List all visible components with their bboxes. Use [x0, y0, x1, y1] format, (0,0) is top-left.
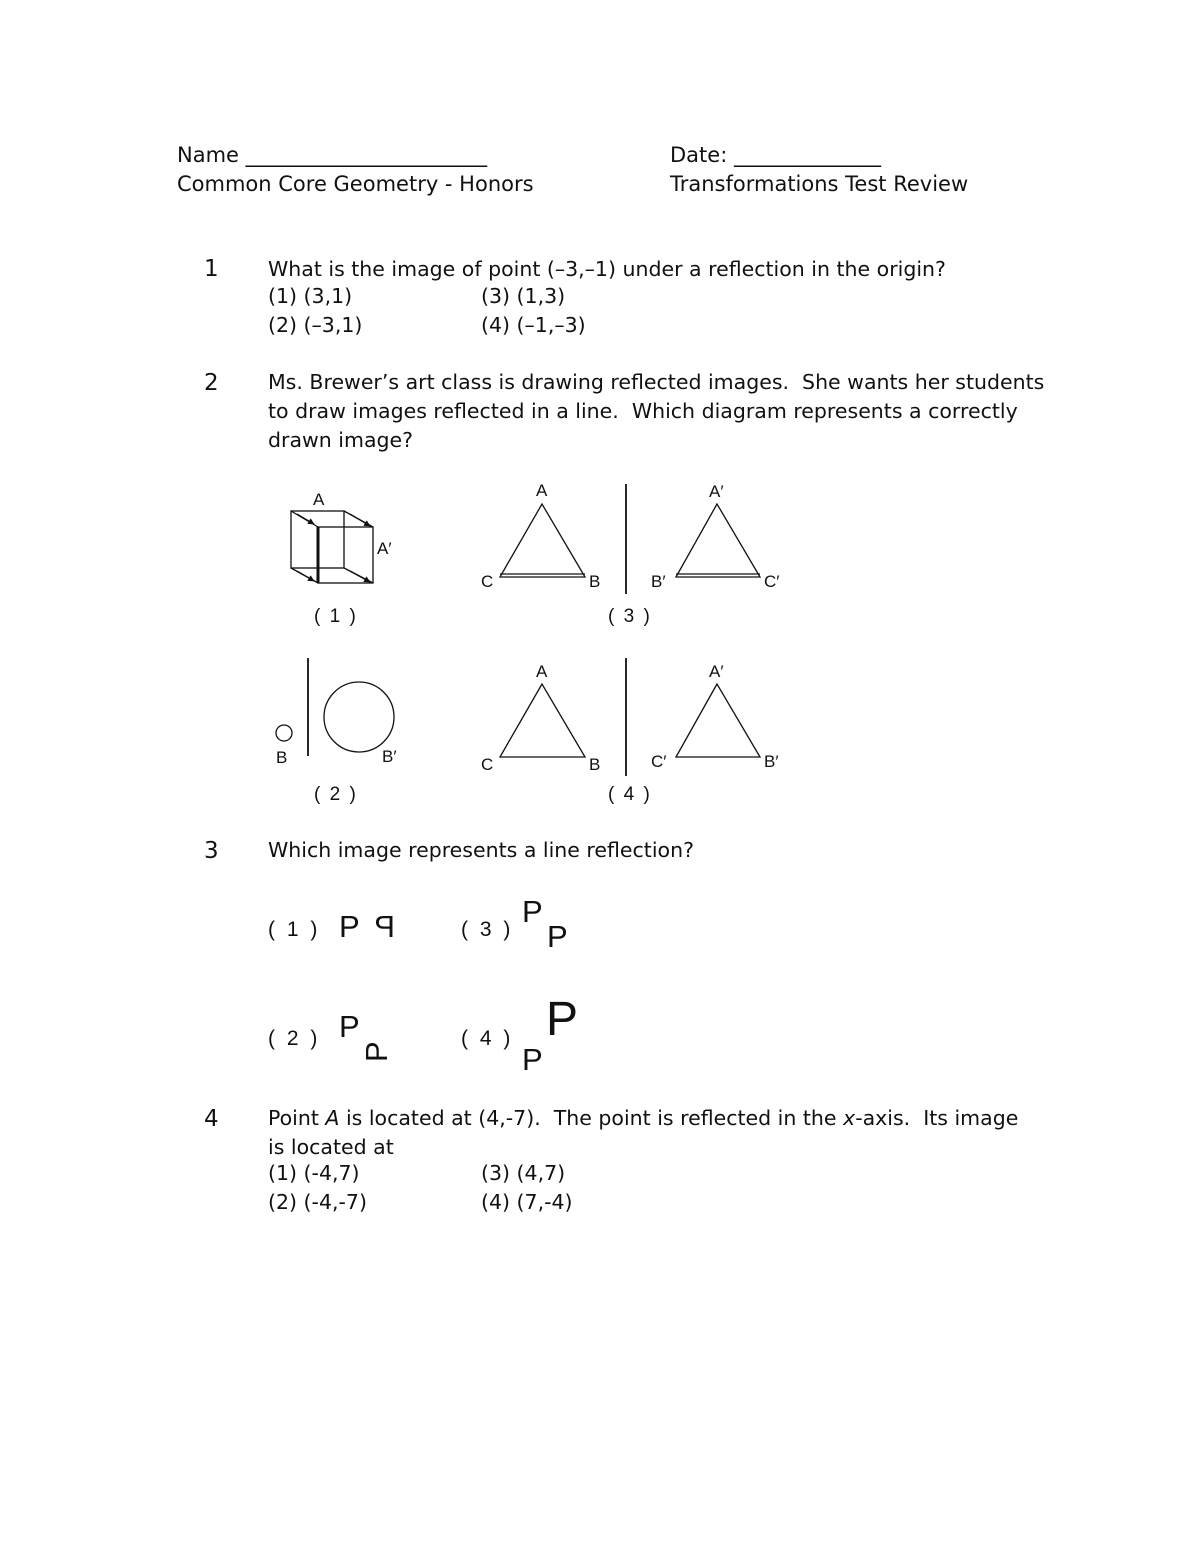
q3-4-letter-p-small: P: [522, 1042, 543, 1077]
q4-variable-a: A: [325, 1106, 340, 1130]
q1-choice-1: (1) (3,1): [268, 284, 353, 308]
diagram-4-label-b-prime: B′: [764, 752, 779, 771]
date-field-label: Date: ______________: [670, 143, 881, 167]
q4-variable-x: x: [843, 1106, 856, 1130]
q3-3-letter-p-top: P: [522, 894, 543, 929]
diagram-3-label-c: C: [481, 572, 494, 591]
q3-1-letter-p-mirrored: P: [374, 909, 395, 944]
q3-choice-4-label: ( 4 ): [461, 1027, 514, 1050]
diagram-1-label-a-prime: A′: [377, 539, 392, 558]
q3-4-letter-p-large: P: [546, 993, 579, 1046]
q3-choice-2-label: ( 2 ): [268, 1027, 321, 1050]
diagram-4-label-a: A: [536, 662, 548, 681]
question-2-diagrams: [0, 470, 840, 815]
q3-choice-1-label: ( 1 ): [268, 918, 321, 941]
diagram-1-caption: ( 1 ): [314, 606, 358, 627]
diagram-1-label-a: A: [313, 490, 325, 509]
q4-text-part-1: Point: [268, 1106, 326, 1130]
question-2-number: 2: [204, 370, 219, 396]
name-field-label: Name _______________________: [177, 143, 488, 167]
unit-title: Transformations Test Review: [670, 172, 969, 196]
q1-choice-3: (3) (1,3): [481, 284, 566, 308]
diagram-2-circles: [276, 658, 394, 756]
diagram-4-label-a-prime: A′: [709, 662, 724, 681]
diagram-3-label-a: A: [536, 481, 548, 500]
question-3-number: 3: [204, 838, 219, 864]
diagram-4-label-c-prime: C′: [651, 752, 667, 771]
diagram-3-label-b: B: [589, 572, 601, 591]
question-4-number: 4: [204, 1106, 219, 1132]
q3-2-letter-p: P: [339, 1009, 360, 1044]
question-4-text-line-2: is located at: [268, 1135, 394, 1159]
diagram-2-label-b-prime: B′: [382, 747, 397, 766]
q3-choice-3-label: ( 3 ): [461, 918, 514, 941]
q4-text-part-3: -axis. Its image: [855, 1106, 1019, 1130]
diagram-3-label-b-prime: B′: [651, 572, 666, 591]
diagram-3-label-c-prime: C′: [764, 572, 780, 591]
q4-choice-1: (1) (-4,7): [268, 1161, 360, 1185]
question-2-text-line-1: Ms. Brewer’s art class is drawing reflected images. She wants her students: [268, 370, 1045, 394]
question-3-text: Which image represents a line reflection?: [268, 838, 694, 862]
question-2-text-line-3: drawn image?: [268, 428, 414, 452]
diagram-2-caption: ( 2 ): [314, 784, 358, 805]
q3-2-letter-p-rotated: P: [359, 1041, 394, 1062]
q1-choice-4: (4) (–1,–3): [481, 313, 586, 337]
q4-choice-2: (2) (-4,-7): [268, 1190, 367, 1214]
q4-choice-4: (4) (7,-4): [481, 1190, 573, 1214]
diagram-4-label-b: B: [589, 755, 601, 774]
diagram-4-label-c: C: [481, 755, 494, 774]
diagram-1-cube: [291, 511, 373, 583]
question-1-number: 1: [204, 256, 219, 282]
question-3-choices: [0, 880, 700, 1080]
diagram-4-caption: ( 4 ): [608, 784, 652, 805]
diagram-3-caption: ( 3 ): [608, 606, 652, 627]
course-title: Common Core Geometry - Honors: [177, 172, 534, 196]
diagram-3-label-a-prime: A′: [709, 482, 724, 501]
diagram-2-label-b: B: [276, 748, 288, 767]
q3-1-letter-p: P: [339, 909, 360, 944]
question-4-text-line-1: [268, 1104, 1018, 1133]
q1-choice-2: (2) (–3,1): [268, 313, 363, 337]
q4-text-part-2: is located at (4,-7). The point is reflected in the: [339, 1106, 844, 1130]
question-2-text-line-2: to draw images reflected in a line. Which diagram represents a correctly: [268, 399, 1018, 423]
q3-3-letter-p-bottom: P: [547, 919, 568, 954]
q4-choice-3: (3) (4,7): [481, 1161, 566, 1185]
question-1-text: What is the image of point (–3,–1) under a reflection in the origin?: [268, 257, 946, 281]
